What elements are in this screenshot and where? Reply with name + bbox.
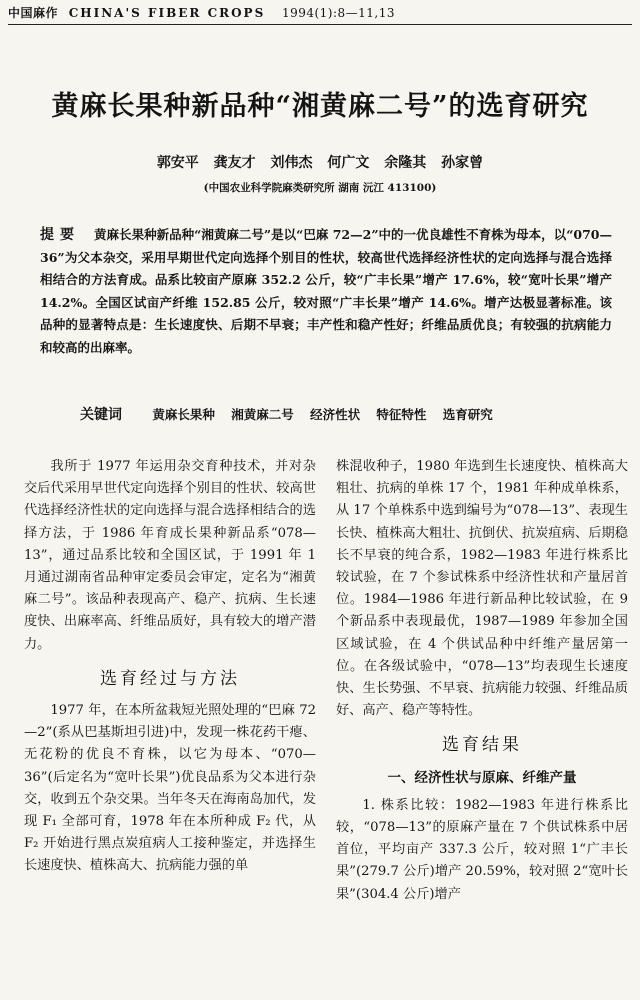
section-heading-results: 选育结果 — [442, 735, 522, 756]
keywords-text: 黄麻长果种 湘黄麻二号 经济性状 特征特性 选育研究 — [152, 407, 493, 422]
journal-name-en: CHINA'S FIBER CROPS — [68, 6, 266, 20]
results-item-label: 1. 株系比较： — [362, 797, 455, 813]
methods-continuation: 株混收种子，1980 年选到生长速度快、植株高大粗壮、抗病的单株 17 个，1981 年种成单株系，从 17 个单株系中选到编号为“078—13”、表现生长快、植株高大粗壮、抗倒伏、抗炭疽病、后期稳长不早衰的纯合系，1982—1983 年进行株系比较试验，在 7 个参试株系中经济性状和产量居首位。1984—1986 年进行新品种比较试验，在 9 个新品系中表现最优，1987—1989 年参加全国区域试验，在 4 个供试品种中纤维产量居第一位。在各级试验中，“078—13”均表现生长速度快、生长势强、不早衰、抗病能力较强、纤维品质好、高产、稳产等特性。 — [336, 459, 628, 719]
left-column — [24, 456, 316, 878]
affiliation: (中国农业科学院麻类研究所 湖南 沅江 413100) — [203, 182, 437, 194]
issue-info: 1994(1):8—11,13 — [281, 6, 396, 20]
abstract-label: 提要 — [40, 227, 81, 243]
methods-paragraph: 1977 年，在本所盆栽短光照处理的“巴麻 72—2”(系从巴基斯坦引进)中，发现一株花药干瘪、无花粉的优良不育株，以它为母本、“070—36”(后定名为“宽叶长果”)优良品系为父本进行杂交，收到五个杂交果。当年冬天在海南岛加代，发现 F₁ 全部可育，1978 年在本所种成 F₂ 代，从 F₂ 开始进行黑点炭疽病人工接种鉴定，并选择生长速度快、植株高大、抗病能力强的单 — [24, 703, 316, 874]
authors: 郭安平 龚友才 刘伟杰 何广文 余隆其 孙家曾 — [156, 155, 484, 171]
journal-name-cn: 中国麻作 — [8, 6, 59, 20]
results-item — [336, 795, 628, 906]
right-column — [336, 456, 628, 906]
keywords-label: 关键词 — [80, 407, 122, 423]
running-head — [8, 4, 632, 25]
paper-title: 黄麻长果种新品种“湘黄麻二号”的选育研究 — [51, 91, 589, 122]
intro-paragraph: 我所于 1977 年运用杂交育种技术，并对杂交后代采用早世代定向选择个别目的性状、较高世代选择经济性状的定向选择与混合选择相结合的选择方法，于 1986 年育成长果种新品系“078—13”，通过品系比较和全国区试，于 1991 年 1 月通过湖南省品种审定委员会审定，定名为“湘黄麻二号”。该品种表现高产、稳产、抗病、生长速度快、出麻率高、纤维品质好，具有较大的增产潜力。 — [24, 459, 316, 652]
keywords — [80, 404, 620, 424]
abstract-text: 黄麻长果种新品种“湘黄麻二号”是以“巴麻 72—2”中的一优良雄性不育株为母本，以“070—36”为父本杂交，采用早期世代定向选择个别目的性状，较高世代选择经济性状的定向选择与混合选择相结合的方法育成。品系比较亩产原麻 352.2 公斤，较“广丰长果”增产 17.6%，较“宽叶长果”增产 14.2%。全国区试亩产纤维 152.85 公斤，较对照“广丰长果”增产 14.6%。增产达极显著标准。该品种的显著特点是：生长速度快、后期不早衰；丰产性和稳产性好；纤维品质优良；有较强的抗病能力和较高的出麻率。 — [40, 227, 612, 355]
subsection-heading: 一、经济性状与原麻、纤维产量 — [387, 769, 577, 786]
abstract — [40, 224, 612, 359]
results-item-text: 1982—1983 年进行株系比较，“078—13”的原麻产量在 7 个供试株系中居首位，平均亩产 337.3 公斤，较对照 1“广丰长果”(279.7 公斤)增产 20.59%，较对照 2“宽叶长果”(304.4 公斤)增产 — [336, 797, 628, 902]
section-heading-methods: 选育经过与方法 — [100, 668, 240, 689]
